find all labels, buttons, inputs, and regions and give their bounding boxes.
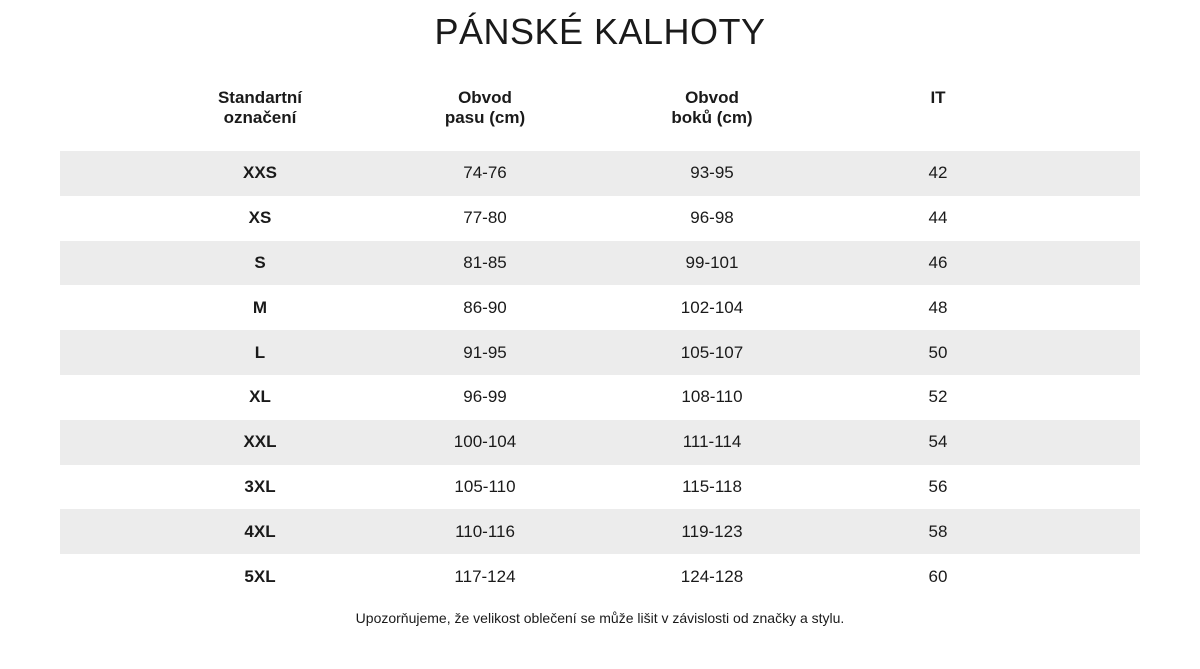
cell-size: XXS: [242, 163, 278, 183]
column-header-line1: Obvod: [685, 88, 739, 107]
cell-hips: 99-101: [685, 252, 739, 272]
column-header-line2: pasu (cm): [444, 108, 526, 127]
table-row: [60, 465, 1140, 510]
cell-size: XXL: [243, 432, 277, 452]
table-row: [60, 196, 1140, 241]
cell-it: 46: [928, 252, 948, 272]
cell-hips: 102-104: [680, 297, 744, 317]
cell-size: L: [254, 342, 266, 362]
cell-it: 60: [928, 566, 948, 586]
cell-waist: 117-124: [454, 566, 516, 586]
cell-it: 54: [928, 432, 948, 452]
table-row: [60, 151, 1140, 196]
cell-it: 42: [928, 163, 948, 183]
cell-size: 4XL: [244, 521, 276, 541]
cell-size: 5XL: [244, 566, 276, 586]
cell-waist: 96-99: [463, 387, 507, 407]
column-header: [828, 88, 1048, 108]
cell-size: S: [254, 252, 266, 272]
cell-waist: 77-80: [463, 208, 507, 228]
cell-waist: 86-90: [463, 297, 507, 317]
column-header: [602, 88, 822, 128]
cell-size: 3XL: [244, 476, 276, 496]
table-row: [60, 241, 1140, 286]
column-header-line1: IT: [930, 88, 946, 107]
disclaimer-note: Upozorňujeme, že velikost oblečení se může lišit v závislosti od značky a stylu.: [355, 610, 845, 626]
column-header-line1: Standartní: [217, 88, 303, 107]
column-header-line1: Obvod: [458, 88, 512, 107]
table-row: [60, 375, 1140, 420]
cell-waist: 81-85: [463, 252, 507, 272]
table-header: [60, 88, 1140, 151]
size-chart-table: [60, 88, 1140, 586]
page-title: PÁNSKÉ KALHOTY: [434, 11, 766, 52]
table-row: [60, 509, 1140, 554]
cell-hips: 124-128: [680, 566, 744, 586]
cell-waist: 110-116: [455, 521, 515, 541]
column-header: [150, 88, 370, 128]
cell-it: 58: [928, 521, 948, 541]
cell-it: 44: [928, 208, 948, 228]
cell-waist: 100-104: [453, 432, 517, 452]
cell-it: 48: [928, 297, 948, 317]
table-row: [60, 330, 1140, 375]
cell-hips: 93-95: [690, 163, 734, 183]
cell-hips: 105-107: [680, 342, 744, 362]
cell-it: 56: [928, 476, 948, 496]
cell-size: XS: [248, 208, 272, 228]
column-header: [375, 88, 595, 128]
cell-it: 50: [928, 342, 948, 362]
cell-waist: 105-110: [454, 476, 516, 496]
cell-hips: 119-123: [681, 521, 743, 541]
cell-size: M: [252, 297, 268, 317]
cell-size: XL: [249, 387, 271, 407]
cell-hips: 96-98: [690, 208, 734, 228]
cell-it: 52: [928, 387, 948, 407]
table-body: [60, 151, 1140, 599]
table-row: [60, 285, 1140, 330]
column-header-line2: označení: [223, 108, 297, 127]
cell-waist: 74-76: [463, 163, 507, 183]
cell-hips: 108-110: [681, 387, 743, 407]
column-header-line2: boků (cm): [671, 108, 753, 127]
cell-waist: 91-95: [463, 342, 507, 362]
cell-hips: 111-114: [682, 432, 742, 452]
table-row: [60, 420, 1140, 465]
cell-hips: 115-118: [682, 476, 742, 496]
table-row: [60, 554, 1140, 599]
